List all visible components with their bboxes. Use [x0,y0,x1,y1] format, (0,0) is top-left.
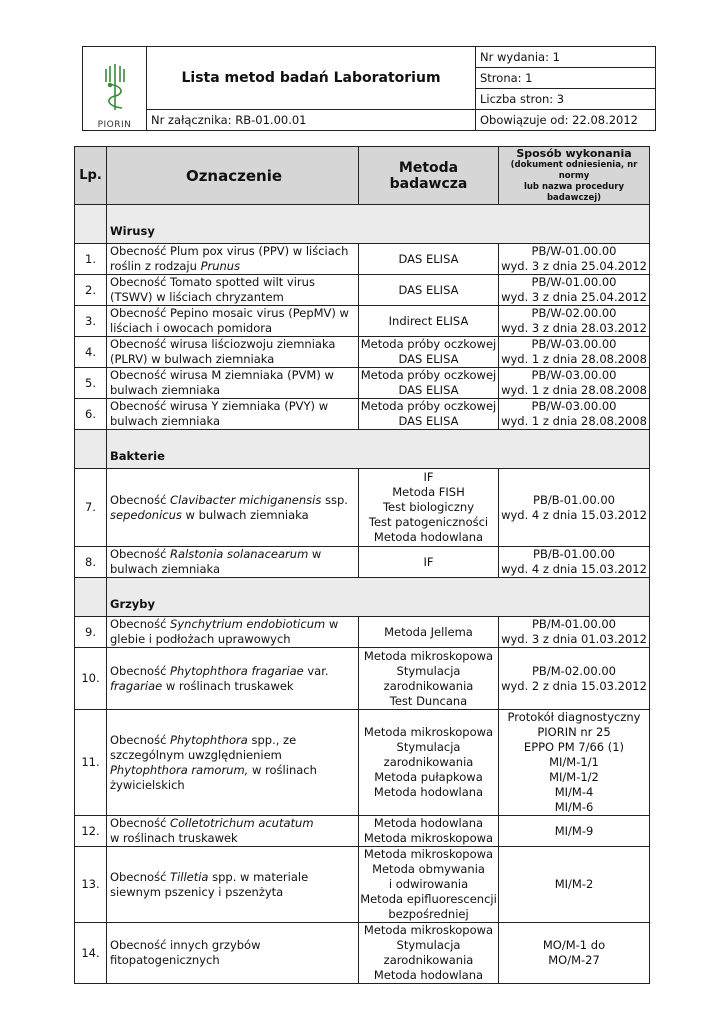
row-oznaczenie: Obecność wirusa liściozwoju ziemniaka (PLRV) w bulwach ziemniaka [107,337,359,368]
col-oznaczenie: Oznaczenie [107,147,359,205]
row-sposob: PB/W-01.00.00 wyd. 3 z dnia 25.04.2012 [499,244,650,275]
row-metoda: Metoda mikroskopowa Metoda obmywania i odwirowania Metoda epifluorescencji bezpośredniej [360,847,497,921]
row-sposob: PB/M-02.00.00 wyd. 2 z dnia 15.03.2012 [499,648,650,710]
table-row [75,306,650,337]
row-metoda: Metoda hodowlana Metoda mikroskopowa [359,816,499,847]
row-metoda: Metoda próby oczkowej DAS ELISA [359,399,499,430]
section-row [75,430,650,469]
row-sposob: PB/M-01.00.00 wyd. 3 z dnia 01.03.2012 [499,617,650,648]
piorin-logo-icon [98,60,132,116]
row-number: 2. [75,275,107,306]
row-oznaczenie: Obecność Tilletia spp. w materiale siewnym pszenicy i pszenżyta [107,847,359,923]
table-row [75,710,650,816]
section-row [75,205,650,244]
page-count: Liczba stron: 3 [476,89,656,110]
table-row [75,368,650,399]
row-number: 5. [75,368,107,399]
row-number: 10. [75,648,107,710]
row-metoda: Metoda mikroskopowa Stymulacja zarodnikowania Metoda pułapkowa Metoda hodowlana [359,710,499,816]
row-metoda: Metoda mikroskopowa Stymulacja zarodnikowania Metoda hodowlana [359,923,499,984]
row-metoda: Metoda próby oczkowej DAS ELISA [359,337,499,368]
row-oznaczenie: Obecność Phytophthora spp., ze szczególnym uwzględnieniem Phytophthora ramorum, w roślinach żywicielskich [107,710,359,816]
row-oznaczenie: Obecność Plum pox virus (PPV) w liściach roślin z rodzaju Prunus [107,244,359,275]
row-sposob: PB/W-02.00.00 wyd. 3 z dnia 28.03.2012 [499,306,650,337]
table-row [75,469,650,547]
row-metoda: IF [359,547,499,578]
table-row [75,847,650,923]
row-sposob: PB/W-03.00.00 wyd. 1 z dnia 28.08.2008 [499,337,650,368]
section-row [75,578,650,617]
document-header [82,46,656,131]
row-oznaczenie: Obecność Tomato spotted wilt virus (TSWV) w liściach chryzantem [107,275,359,306]
valid-from: Obowiązuje od: 22.08.2012 [476,110,656,131]
row-metoda: Metoda Jellema [359,617,499,648]
section-grzyby: Grzyby [107,578,650,617]
row-oznaczenie: Obecność Clavibacter michiganensis ssp. sepedonicus w bulwach ziemniaka [107,469,359,547]
section-wirusy: Wirusy [107,205,650,244]
row-sposob: PB/B-01.00.00 wyd. 4 z dnia 15.03.2012 [499,469,650,547]
edition-number: Nr wydania: 1 [476,47,656,68]
row-number: 1. [75,244,107,275]
row-number: 3. [75,306,107,337]
row-sposob: MO/M-1 do MO/M-27 [499,923,650,984]
row-metoda: DAS ELISA [359,275,499,306]
row-sposob: MI/M-9 [499,816,650,847]
col-sposob-title: Sposób wykonania [516,147,632,160]
section-bakterie: Bakterie [107,430,650,469]
table-row [75,648,650,710]
row-number: 12. [75,816,107,847]
row-sposob: PB/W-01.00.00 wyd. 3 z dnia 25.04.2012 [499,275,650,306]
methods-table [74,146,650,984]
row-oznaczenie: Obecność innych grzybów fitopatogenicznych [107,923,359,984]
table-row [75,337,650,368]
row-sposob: MI/M-2 [499,847,650,923]
row-metoda: Metoda próby oczkowej DAS ELISA [359,368,499,399]
row-sposob: PB/B-01.00.00 wyd. 4 z dnia 15.03.2012 [499,547,650,578]
row-number: 14. [75,923,107,984]
row-sposob: PB/W-03.00.00 wyd. 1 z dnia 28.08.2008 [499,399,650,430]
row-oznaczenie: Obecność Phytophthora fragariae var. fragariae w roślinach truskawek [107,648,359,710]
col-sposob-sub1: (dokument odniesienia, nr normy [510,160,638,181]
logo-text: PIORIN [97,120,132,130]
table-row [75,275,650,306]
row-oznaczenie: Obecność Pepino mosaic virus (PepMV) w liściach i owocach pomidora [107,306,359,337]
row-number: 13. [75,847,107,923]
row-oznaczenie: Obecność wirusa Y ziemniaka (PVY) w bulwach ziemniaka [107,399,359,430]
row-number: 8. [75,547,107,578]
table-row [75,547,650,578]
attachment-number: Nr załącznika: RB-01.00.01 [147,110,476,131]
row-metoda: Indirect ELISA [359,306,499,337]
row-number: 9. [75,617,107,648]
table-row [75,617,650,648]
col-metoda: Metoda badawcza [359,147,499,205]
row-oznaczenie: Obecność Synchytrium endobioticum w glebie i podłożach uprawowych [107,617,359,648]
row-number: 7. [75,469,107,547]
row-metoda: Metoda mikroskopowa Stymulacja zarodnikowania Test Duncana [359,648,499,710]
row-oznaczenie: Obecność Ralstonia solanacearum w bulwach ziemniaka [107,547,359,578]
row-sposob: PB/W-03.00.00 wyd. 1 z dnia 28.08.2008 [499,368,650,399]
table-row [75,923,650,984]
row-number: 11. [75,710,107,816]
table-row [75,399,650,430]
document-title: Lista metod badań Laboratorium [147,47,476,110]
page-number: Strona: 1 [476,68,656,89]
table-header-row [75,147,650,205]
col-sposob [499,147,650,205]
table-row [75,816,650,847]
row-metoda: IF Metoda FISH Test biologiczny Test patogeniczności Metoda hodowlana [359,469,499,547]
col-sposob-sub2: lub nazwa procedury badawczej) [523,182,625,203]
row-metoda: DAS ELISA [359,244,499,275]
row-oznaczenie: Obecność wirusa M ziemniaka (PVM) w bulwach ziemniaka [107,368,359,399]
col-lp: Lp. [75,147,107,205]
table-row [75,244,650,275]
row-oznaczenie: Obecność Colletotrichum acutatum w roślinach truskawek [107,816,359,847]
row-number: 4. [75,337,107,368]
logo-cell [83,47,147,131]
row-sposob: Protokół diagnostyczny PIORIN nr 25 EPPO PM 7/66 (1) MI/M-1/1 MI/M-1/2 MI/M-4 MI/M-6 [499,710,650,816]
row-number: 6. [75,399,107,430]
